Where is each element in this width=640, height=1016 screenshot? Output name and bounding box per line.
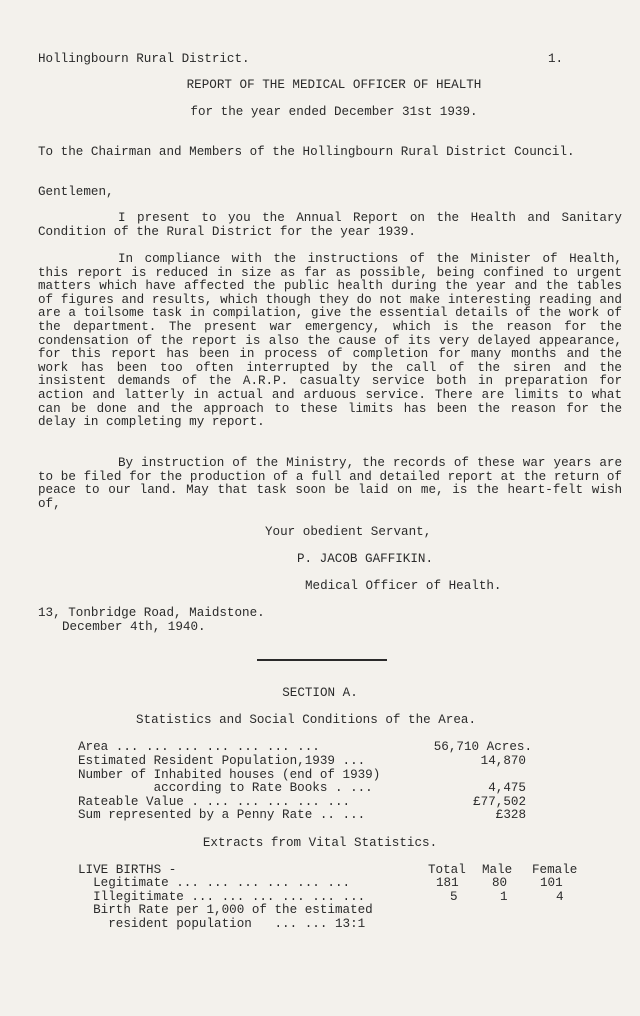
paragraph-ministry — [38, 457, 622, 511]
births-total: 5 — [450, 890, 458, 904]
addressee-line: To the Chairman and Members of the Hollingbourn Rural District Council. — [38, 145, 575, 159]
stat-row — [78, 768, 538, 782]
address-line: 13, Tonbridge Road, Maidstone. — [38, 606, 265, 620]
births-row — [78, 876, 598, 890]
births-male: 1 — [500, 890, 508, 904]
stat-value: 4,475 — [488, 781, 526, 795]
birth-rate-value: resident population ... ... 13:1 — [78, 917, 366, 931]
stat-row — [78, 795, 538, 809]
section-heading: SECTION A. — [282, 686, 358, 700]
address-date: December 4th, 1940. — [62, 620, 206, 634]
page-number: 1. — [548, 52, 564, 66]
births-row-label: Illegitimate ... ... ... ... ... ... — [78, 890, 366, 904]
closing: Your obedient Servant, — [265, 525, 432, 539]
report-title: REPORT OF THE MEDICAL OFFICER OF HEALTH — [186, 78, 482, 92]
stat-row — [78, 808, 538, 822]
district-name: Hollingbourn Rural District. — [38, 52, 250, 66]
births-row-label: Legitimate ... ... ... ... ... ... — [78, 876, 351, 890]
stat-label: Rateable Value . ... ... ... ... ... — [78, 795, 351, 809]
stat-label: according to Rate Books . ... — [78, 781, 373, 795]
stat-row — [78, 754, 538, 768]
births-male: 80 — [492, 876, 508, 890]
births-female: 4 — [556, 890, 564, 904]
paragraph-compliance — [38, 253, 622, 430]
stat-row — [78, 740, 538, 754]
paragraph-text: In compliance with the instructions of the Minister of Health, this report is reduced in size as far as possible, being confined to urgent matters which have affected the public health during the year and the tables of figures and results, which though they do not make interesting reading and are a toilsome task in compilation, give the essential details of the work of the department. The present war emergency, which is the reason for the condensation of the report is also the cause of its very delayed appearance, for this report has been in process of completion for many months and the work has been too often interrupted by the call of the siren and the insistent demands of the A.R.P. casualty service both in preparation for action and latterly in actual and arduous service. There are limits to what can be done and the approach to these limits has been the reason for the delay in completing my report. — [38, 252, 622, 430]
stat-value: 14,870 — [480, 754, 526, 768]
column-total: Total — [428, 863, 466, 877]
paragraph-text: By instruction of the Ministry, the records of these war years are to be filed for the production of a full and detailed report at the return of peace to our land. May that task soon be laid on me, is the heart-felt wish of, — [38, 456, 622, 511]
stat-row — [78, 781, 538, 795]
report-period: for the year ended December 31st 1939. — [190, 105, 478, 119]
stat-value: £77,502 — [473, 795, 526, 809]
birth-rate-line — [78, 917, 598, 931]
section-subheading: Statistics and Social Conditions of the Area. — [135, 713, 477, 727]
signatory-name: P. JACOB GAFFIKIN. — [297, 552, 434, 566]
signatory-title: Medical Officer of Health. — [305, 579, 502, 593]
births-header-row — [78, 863, 598, 877]
column-female: Female — [532, 863, 578, 877]
section-divider — [257, 659, 387, 661]
stat-label: Area ... ... ... ... ... ... ... — [78, 740, 320, 754]
birth-rate-line — [78, 903, 598, 917]
paragraph-text: I present to you the Annual Report on the Health and Sanitary Condition of the Rural District for the year 1939. — [38, 211, 622, 239]
stat-value: £328 — [495, 808, 526, 822]
births-heading: LIVE BIRTHS - — [78, 863, 177, 877]
birth-rate-label: Birth Rate per 1,000 of the estimated — [78, 903, 373, 917]
vital-statistics-heading: Extracts from Vital Statistics. — [202, 836, 438, 850]
stat-label: Number of Inhabited houses (end of 1939) — [78, 768, 381, 782]
births-row — [78, 890, 598, 904]
greeting: Gentlemen, — [38, 185, 114, 199]
births-total: 181 — [436, 876, 459, 890]
paragraph-introduction — [38, 212, 622, 239]
stat-label: Sum represented by a Penny Rate .. ... — [78, 808, 366, 822]
column-male: Male — [482, 863, 513, 877]
stat-label: Estimated Resident Population,1939 ... — [78, 754, 366, 768]
stat-value: 56,710 Acres. — [433, 740, 532, 754]
births-female: 101 — [540, 876, 563, 890]
